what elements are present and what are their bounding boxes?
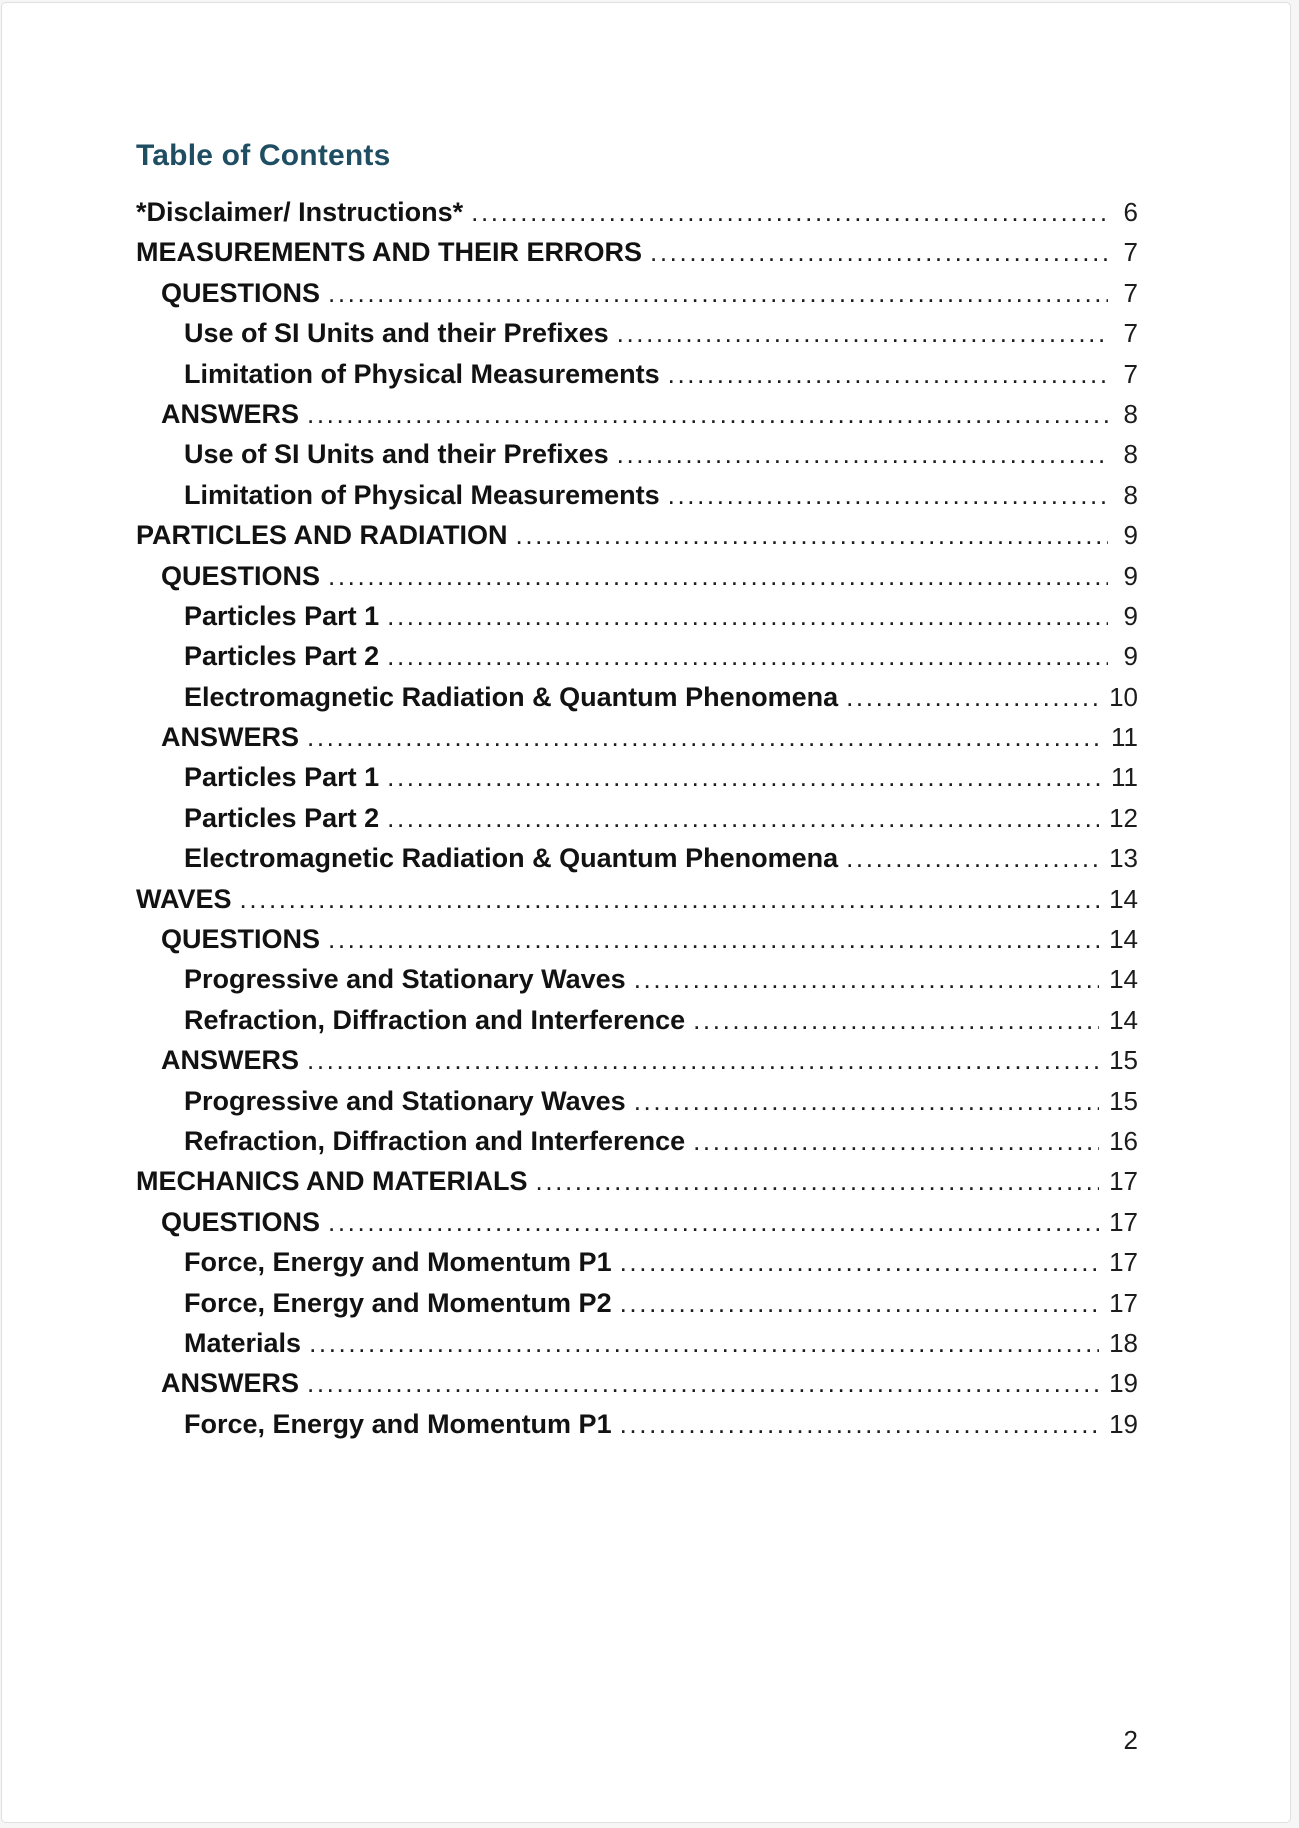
toc-entry-page-number: 14 xyxy=(1109,883,1138,914)
toc-entry[interactable] xyxy=(136,232,1138,272)
toc-entry[interactable] xyxy=(136,354,1138,394)
dot-leader xyxy=(387,636,1108,676)
dot-leader xyxy=(309,1323,1099,1363)
toc-entry[interactable] xyxy=(136,1404,1138,1444)
toc-entry-label: MEASUREMENTS AND THEIR ERRORS xyxy=(136,237,643,268)
toc-entry[interactable] xyxy=(136,919,1138,959)
toc-entry[interactable] xyxy=(136,515,1138,555)
toc-entry[interactable] xyxy=(136,1121,1138,1161)
toc-entry[interactable] xyxy=(136,1202,1138,1242)
toc-entry-page-number: 14 xyxy=(1109,924,1138,955)
toc-entry-label: Refraction, Diffraction and Interference xyxy=(184,1004,686,1035)
toc-entry[interactable] xyxy=(136,273,1138,313)
toc-entry[interactable] xyxy=(136,475,1138,515)
document-page xyxy=(1,2,1291,1823)
toc-entry-page-number: 7 xyxy=(1123,237,1138,268)
dot-leader xyxy=(307,717,1101,757)
toc-entry-page-number: 17 xyxy=(1109,1287,1138,1318)
dot-leader xyxy=(617,434,1108,474)
toc-entry[interactable] xyxy=(136,192,1138,232)
toc-entry-label: ANSWERS xyxy=(161,1368,300,1399)
toc-entry-label: *Disclaimer/ Instructions* xyxy=(136,197,464,227)
toc-entry-label: Progressive and Stationary Waves xyxy=(184,1085,626,1116)
dot-leader xyxy=(328,919,1099,959)
toc-entry-label: Particles Part 2 xyxy=(184,802,380,833)
toc-entry-page-number: 14 xyxy=(1109,1004,1138,1035)
dot-leader xyxy=(620,1242,1099,1282)
toc-entry-page-number: 12 xyxy=(1109,802,1138,833)
toc-entry-page-number: 17 xyxy=(1109,1206,1138,1237)
toc-entry[interactable] xyxy=(136,1323,1138,1363)
dot-leader xyxy=(307,1040,1099,1080)
toc-entry-label: ANSWERS xyxy=(161,722,300,753)
dot-leader xyxy=(240,879,1100,919)
toc-entry[interactable] xyxy=(136,313,1138,353)
toc-entry-page-number: 8 xyxy=(1123,398,1138,429)
toc-entry-label: Use of SI Units and their Prefixes xyxy=(184,318,609,349)
dot-leader xyxy=(387,596,1108,636)
toc-entry-page-number: 11 xyxy=(1111,762,1138,793)
dot-leader xyxy=(328,556,1108,596)
toc-entry-page-number: 17 xyxy=(1109,1247,1138,1278)
dot-leader xyxy=(668,354,1108,394)
toc-title: Table of Contents xyxy=(136,139,391,172)
dot-leader xyxy=(650,232,1108,272)
toc-entry-page-number: 16 xyxy=(1109,1125,1138,1156)
toc-entry-page-number: 19 xyxy=(1109,1368,1138,1399)
toc-entry-label: Force, Energy and Momentum P1 xyxy=(184,1247,612,1278)
toc-entry-label: Electromagnetic Radiation & Quantum Phenomena xyxy=(184,681,839,712)
toc-entry-page-number: 8 xyxy=(1123,439,1138,470)
toc-entry-label: Limitation of Physical Measurements xyxy=(184,479,660,510)
dot-leader xyxy=(846,838,1099,878)
toc-entry[interactable] xyxy=(136,394,1138,434)
toc-entry-page-number: 19 xyxy=(1109,1408,1138,1439)
toc-entry-page-number: 14 xyxy=(1109,964,1138,995)
toc-entry[interactable] xyxy=(136,798,1138,838)
toc-entry-label: Materials xyxy=(184,1327,302,1358)
dot-leader xyxy=(307,1363,1099,1403)
toc-entry[interactable] xyxy=(136,1242,1138,1282)
toc-entry-label: WAVES xyxy=(136,883,232,914)
toc-entry-page-number: 15 xyxy=(1109,1045,1138,1076)
toc-entry-page-number: 9 xyxy=(1123,520,1138,551)
toc-entry[interactable] xyxy=(136,596,1138,636)
dot-leader xyxy=(328,1202,1099,1242)
toc-entry-page-number: 13 xyxy=(1109,843,1138,874)
dot-leader xyxy=(617,313,1108,353)
toc-entry-page-number: 18 xyxy=(1109,1327,1138,1358)
dot-leader xyxy=(471,192,1108,232)
toc-entry[interactable] xyxy=(136,838,1138,878)
dot-leader xyxy=(307,394,1108,434)
toc-entry-page-number: 7 xyxy=(1123,358,1138,389)
toc-entry[interactable] xyxy=(136,1000,1138,1040)
dot-leader xyxy=(846,677,1099,717)
toc-entry[interactable] xyxy=(136,1161,1138,1201)
toc-entry[interactable] xyxy=(136,1040,1138,1080)
toc-entry-label: QUESTIONS xyxy=(161,1206,321,1237)
toc-entry-page-number: 7 xyxy=(1123,318,1138,349)
toc-entry[interactable] xyxy=(136,434,1138,474)
toc-list xyxy=(136,192,1138,1444)
dot-leader xyxy=(536,1161,1100,1201)
dot-leader xyxy=(387,798,1099,838)
dot-leader xyxy=(634,1081,1099,1121)
toc-entry-label: Refraction, Diffraction and Interference xyxy=(184,1125,686,1156)
toc-entry[interactable] xyxy=(136,1081,1138,1121)
toc-entry-label: Electromagnetic Radiation & Quantum Phenomena xyxy=(184,843,839,874)
dot-leader xyxy=(693,1121,1099,1161)
toc-entry-page-number: 10 xyxy=(1109,681,1138,712)
toc-entry-page-number: 9 xyxy=(1123,560,1138,591)
toc-entry-page-number: 7 xyxy=(1123,277,1138,308)
toc-entry-label: Progressive and Stationary Waves xyxy=(184,964,626,995)
toc-entry[interactable] xyxy=(136,1283,1138,1323)
footer-page-number: 2 xyxy=(1123,1725,1138,1755)
toc-entry-label: Particles Part 2 xyxy=(184,641,380,672)
toc-entry-label: Particles Part 1 xyxy=(184,600,380,631)
toc-entry-page-number: 6 xyxy=(1123,197,1138,227)
toc-entry[interactable] xyxy=(136,959,1138,999)
dot-leader xyxy=(634,959,1099,999)
toc-entry[interactable] xyxy=(136,677,1138,717)
toc-entry[interactable] xyxy=(136,757,1138,797)
toc-entry-label: PARTICLES AND RADIATION xyxy=(136,520,508,551)
toc-entry-label: ANSWERS xyxy=(161,398,300,429)
toc-entry-label: Limitation of Physical Measurements xyxy=(184,358,660,389)
toc-entry[interactable] xyxy=(136,556,1138,596)
dot-leader xyxy=(328,273,1108,313)
dot-leader xyxy=(620,1283,1099,1323)
toc-entry-label: MECHANICS AND MATERIALS xyxy=(136,1166,528,1197)
toc-entry-page-number: 15 xyxy=(1109,1085,1138,1116)
toc-entry[interactable] xyxy=(136,636,1138,676)
toc-entry-page-number: 11 xyxy=(1111,722,1138,753)
dot-leader xyxy=(620,1404,1099,1444)
dot-leader xyxy=(693,1000,1099,1040)
toc-entry-label: QUESTIONS xyxy=(161,560,321,591)
dot-leader xyxy=(516,515,1109,555)
toc-entry-label: Force, Energy and Momentum P2 xyxy=(184,1287,612,1318)
toc-entry-page-number: 9 xyxy=(1123,641,1138,672)
toc-content xyxy=(2,139,1290,1444)
toc-entry[interactable] xyxy=(136,879,1138,919)
toc-entry-label: Force, Energy and Momentum P1 xyxy=(184,1408,612,1439)
toc-entry-page-number: 8 xyxy=(1123,479,1138,510)
toc-entry[interactable] xyxy=(136,1363,1138,1403)
toc-entry-page-number: 17 xyxy=(1109,1166,1138,1197)
toc-entry-label: ANSWERS xyxy=(161,1045,300,1076)
dot-leader xyxy=(387,757,1101,797)
toc-entry-label: Use of SI Units and their Prefixes xyxy=(184,439,609,470)
toc-entry-page-number: 9 xyxy=(1123,600,1138,631)
dot-leader xyxy=(668,475,1108,515)
toc-entry-label: QUESTIONS xyxy=(161,277,321,308)
toc-entry-label: Particles Part 1 xyxy=(184,762,380,793)
toc-entry[interactable] xyxy=(136,717,1138,757)
toc-entry-label: QUESTIONS xyxy=(161,924,321,955)
